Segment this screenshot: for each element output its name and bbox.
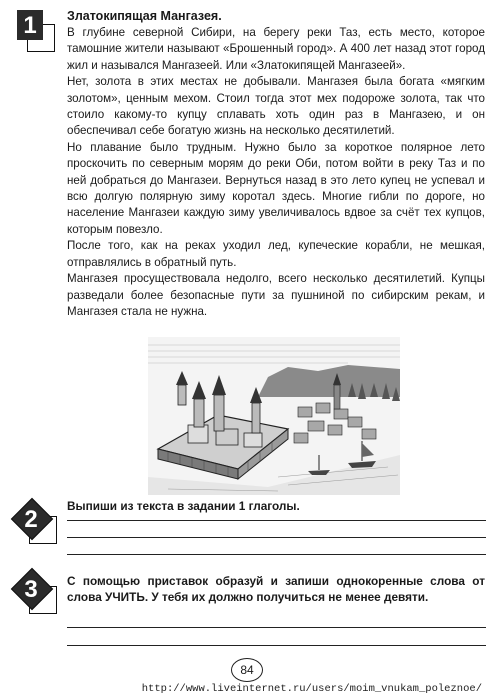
answer-line[interactable] bbox=[67, 645, 486, 646]
task-2-number: 2 bbox=[24, 506, 38, 533]
task-2-text: Выпиши из текста в задании 1 глаголы. bbox=[67, 499, 300, 513]
task-1-text bbox=[67, 25, 485, 320]
page-number: 84 bbox=[231, 658, 263, 682]
source-url[interactable]: http://www.liveinternet.ru/users/moim_vnukam_poleznoe/ bbox=[141, 683, 482, 695]
paragraph: В глубине северной Сибири, на берегу реки Таз, есть место, которое тамошние жители называют «Брошенный город». А 400 лет назад этот город жил и назывался Мангазеей. Или «Златокипящей Мангазеей». bbox=[67, 26, 485, 72]
task-3-badge bbox=[15, 572, 59, 616]
task-2-badge bbox=[15, 502, 59, 546]
answer-line[interactable] bbox=[67, 537, 486, 538]
mangazeya-illustration bbox=[148, 337, 400, 495]
answer-line[interactable] bbox=[67, 520, 486, 521]
task-1-badge bbox=[15, 8, 59, 52]
paragraph: После того, как на реках уходил лед, купеческие корабли, не мешкая, отправлялись в обратный путь. bbox=[67, 239, 485, 269]
paragraph: Нет, золота в этих местах не добывали. Мангазея была богата «мягким золотом», ценным мехом. Стоил тогда этот мех подороже золота, так что стоило какому-то купцу сплавать хоть один раз в Мангазею, и он обеспечивал себе богатую жизнь на несколько десятилетий. bbox=[67, 75, 485, 138]
task-3-text: С помощью приставок образуй и запиши однокоренные слова от слова УЧИТЬ. У тебя их должно получиться не менее девяти. bbox=[67, 574, 485, 604]
task-1-number: 1 bbox=[23, 12, 37, 39]
task-3-number: 3 bbox=[24, 576, 38, 603]
paragraph: Но плавание было трудным. Нужно было за короткое полярное лето проскочить по северным морям до реки Оби, потом войти в реку Таз и по ней добраться до Мангазеи. Вернуться назад в это лето купец не успевал и всю долгую полярную зиму коротал здесь. Многие гибли по дороге, но население Мангазеи каждую зиму увеличивалось вдвое за счёт тех купцов, которым повезло. bbox=[67, 140, 485, 236]
answer-line[interactable] bbox=[67, 627, 486, 628]
answer-line[interactable] bbox=[67, 554, 486, 555]
paragraph: Мангазея просуществовала недолго, всего несколько десятилетий. Купцы разведали более безопасные пути за пушниной по сибирским рекам, и Мангазея стала не нужна. bbox=[67, 272, 485, 318]
task-1-title: Златокипящая Мангазея. bbox=[67, 9, 222, 23]
